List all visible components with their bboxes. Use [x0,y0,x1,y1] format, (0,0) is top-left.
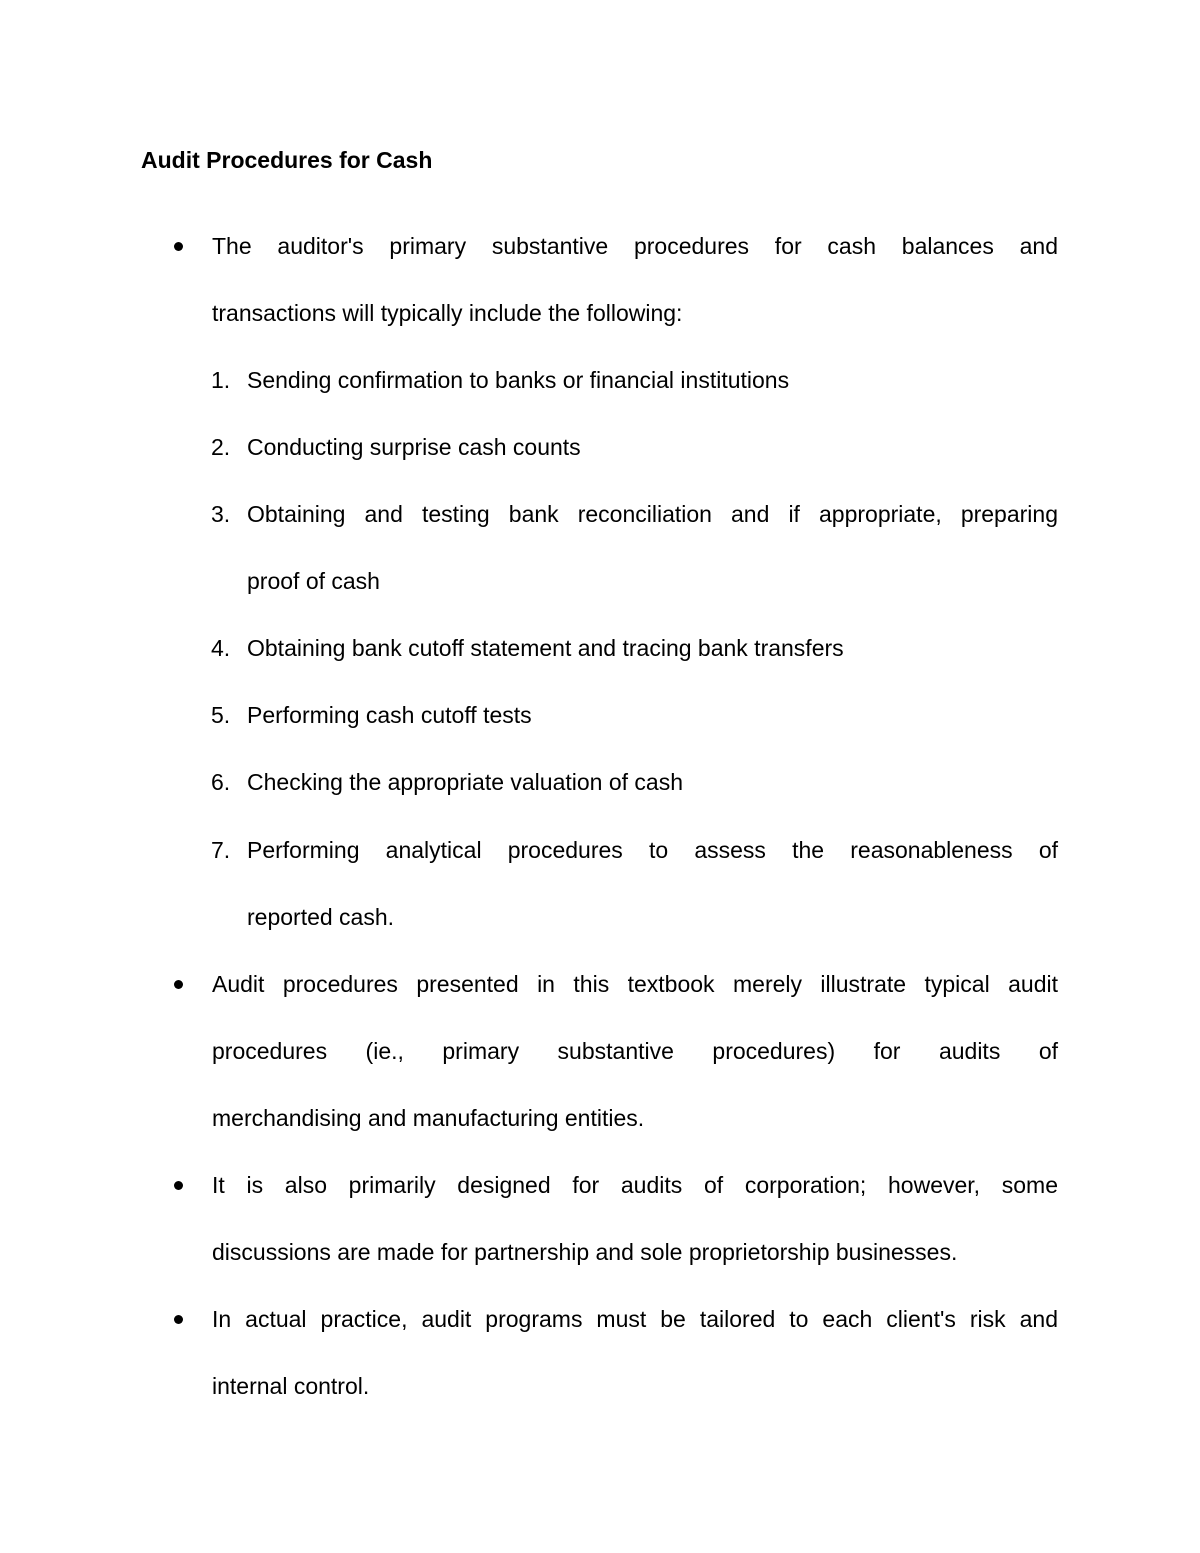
list-item-2: Conducting surprise cash counts [247,434,581,460]
list-item-6: Checking the appropriate valuation of cash [247,769,684,795]
bullet1-line2: transactions will typically include the following: [212,300,683,326]
bullet2-line2: procedures (ie., primary substantive procedures) for audits of [212,1038,1058,1064]
list-item-5: Performing cash cutoff tests [247,702,532,728]
list-number: 5. [211,702,231,728]
bullet-icon [174,980,183,989]
bullet3-line2: discussions are made for partnership and sole proprietorship businesses. [212,1239,958,1265]
bullet-icon [174,242,183,251]
bullet4-line1: In actual practice, audit programs must be tailored to each client's risk and [212,1306,1058,1332]
list-item-3-line2: proof of cash [247,568,380,594]
list-number: 6. [211,769,231,795]
list-number: 2. [211,434,231,460]
bullet3-line1: It is also primarily designed for audits of corporation; however, some [212,1172,1058,1198]
list-number: 3. [211,501,231,527]
bullet-icon [174,1315,183,1324]
bullet2-line3: merchandising and manufacturing entities. [212,1105,645,1131]
list-number: 1. [211,367,231,393]
bullet1-line1: The auditor's primary substantive procedures for cash balances and [212,233,1058,259]
bullet-icon [174,1181,183,1190]
list-item-7-line1: Performing analytical procedures to assess the reasonableness of [247,837,1058,863]
list-number: 4. [211,635,231,661]
document-title: Audit Procedures for Cash [141,147,433,173]
list-item-1: Sending confirmation to banks or financial institutions [247,367,790,393]
list-number: 7. [211,837,231,863]
list-item-7-line2: reported cash. [247,904,395,930]
list-item-3-line1: Obtaining and testing bank reconciliation and if appropriate, preparing [247,501,1058,527]
bullet2-line1: Audit procedures presented in this textbook merely illustrate typical audit [212,971,1058,997]
list-item-4: Obtaining bank cutoff statement and tracing bank transfers [247,635,844,661]
bullet4-line2: internal control. [212,1373,370,1399]
